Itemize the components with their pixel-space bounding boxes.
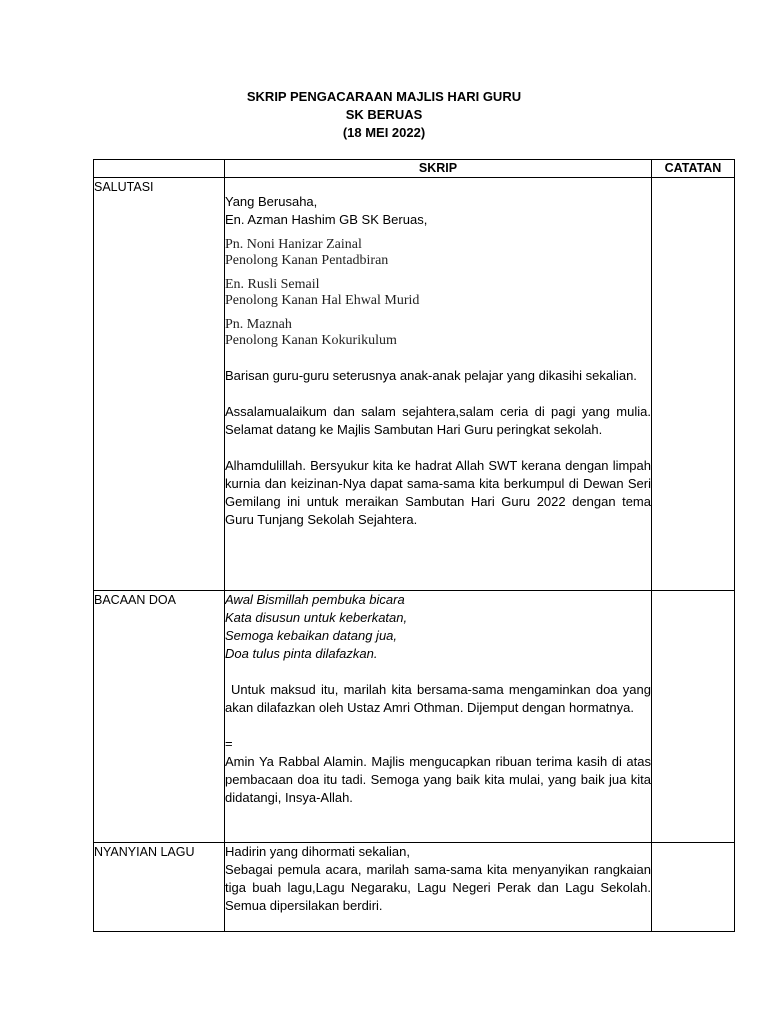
lagu-paragraph-1: Sebagai pemula acara, marilah sama-sama kita menyanyikan rangkaian tiga buah lagu,Lagu Negaraku, Lagu Negeri Perak dan Lagu Sekolah. Semua dipersilakan berdiri.	[225, 862, 651, 913]
nyanyian-lagu-script	[225, 843, 652, 932]
catatan-nyanyian-lagu	[652, 843, 735, 932]
table-row-bacaan-doa	[94, 591, 735, 843]
document-title	[0, 88, 768, 142]
title-line-3: (18 MEI 2022)	[342, 125, 426, 140]
doa-separator: =	[225, 736, 233, 751]
catatan-salutasi	[652, 178, 735, 591]
catatan-bacaan-doa	[652, 591, 735, 843]
salutasi-paragraph-1: Barisan guru-guru seterusnya anak-anak pelajar yang dikasihi sekalian.	[225, 368, 637, 383]
pantun-line-2: Kata disusun untuk keberkatan,	[225, 610, 408, 625]
row-label-salutasi: SALUTASI	[94, 178, 225, 591]
lagu-line-1: Hadirin yang dihormati sekalian,	[225, 844, 410, 859]
row-label-bacaan-doa: BACAAN DOA	[94, 591, 225, 843]
doa-paragraph-2: Amin Ya Rabbal Alamin. Majlis mengucapkan ribuan terima kasih di atas pembacaan doa itu tadi. Semoga yang baik kita mulai, yang baik jua kita didatangi, Insya-Allah.	[225, 754, 651, 805]
pantun-line-1: Awal Bismillah pembuka bicara	[225, 592, 405, 607]
salutasi-script	[225, 178, 652, 591]
greeting-line-1: Yang Berusaha,	[225, 194, 318, 209]
greeting-line-2: En. Azman Hashim GB SK Beruas,	[225, 212, 428, 227]
officer-2-role: Penolong Kanan Hal Ehwal Murid	[225, 293, 420, 308]
officer-3-name: Pn. Maznah	[225, 317, 292, 332]
pantun-line-3: Semoga kebaikan datang jua,	[225, 628, 398, 643]
row-label-nyanyian-lagu: NYANYIAN LAGU	[94, 843, 225, 932]
officer-3-role: Penolong Kanan Kokurikulum	[225, 333, 397, 348]
officer-1-name: Pn. Noni Hanizar Zainal	[225, 237, 362, 252]
pantun-line-4: Doa tulus pinta dilafazkan.	[225, 646, 378, 661]
title-line-2: SK BERUAS	[345, 107, 423, 122]
salutasi-paragraph-3: Alhamdulillah. Bersyukur kita ke hadrat Allah SWT kerana dengan limpah kurnia dan keizinan-Nya dapat sama-sama kita berkumpul di Dewan Seri Gemilang ini untuk meraikan Sambutan Hari Guru 2022 dengan tema Guru Tunjang Sekolah Sejahtera.	[225, 458, 651, 527]
script-table	[93, 159, 735, 932]
salutasi-paragraph-2: Assalamualaikum dan salam sejahtera,salam ceria di pagi yang mulia. Selamat datang ke Majlis Sambutan Hari Guru peringkat sekolah.	[225, 404, 651, 437]
table-row-salutasi	[94, 178, 735, 591]
header-skrip: SKRIP	[225, 160, 652, 178]
officer-1-role: Penolong Kanan Pentadbiran	[225, 253, 389, 268]
header-label-column	[94, 160, 225, 178]
header-catatan: CATATAN	[652, 160, 735, 178]
title-line-1: SKRIP PENGACARAAN MAJLIS HARI GURU	[246, 89, 522, 104]
bacaan-doa-script	[225, 591, 652, 843]
doa-paragraph-1: Untuk maksud itu, marilah kita bersama-sama mengaminkan doa yang akan dilafazkan oleh Ustaz Amri Othman. Dijemput dengan hormatnya.	[225, 682, 651, 715]
officer-2-name: En. Rusli Semail	[225, 277, 320, 292]
table-row-nyanyian-lagu	[94, 843, 735, 932]
table-header-row	[94, 160, 735, 178]
